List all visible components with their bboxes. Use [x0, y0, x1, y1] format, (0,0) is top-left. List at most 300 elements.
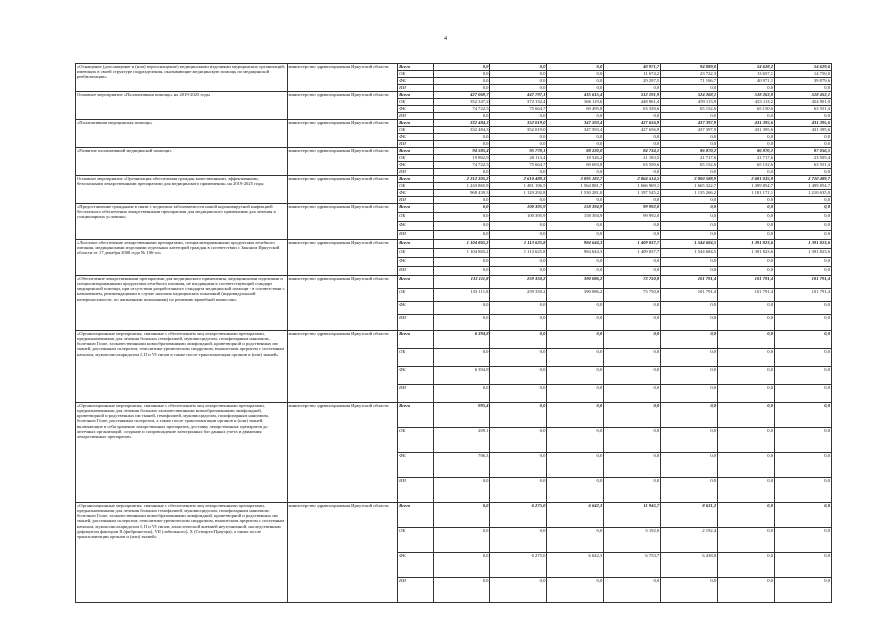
amount-cell: 0,0	[490, 78, 547, 85]
amount-cell: 11 674,2	[604, 71, 661, 78]
amount-cell: 0,0	[718, 478, 775, 503]
executor: министерство здравоохранения Иркутской области	[287, 64, 398, 92]
amount-cell: 1 665 322,7	[661, 183, 718, 190]
amount-cell: 101 791,4	[718, 276, 775, 289]
amount-cell: 63 551,4	[775, 162, 832, 169]
amount-cell: 0,0	[433, 85, 490, 92]
amount-cell: 0,0	[604, 403, 661, 428]
amount-cell: 0,0	[718, 169, 775, 176]
amount-cell: 0,0	[661, 578, 718, 603]
amount-cell: 0,0	[604, 478, 661, 503]
amount-cell: 0,0	[604, 197, 661, 204]
amount-cell: 0,0	[433, 578, 490, 603]
amount-cell: 1 544 684,5	[661, 249, 718, 258]
amount-cell: 1 409 837,7	[604, 240, 661, 249]
funding-source: ОБ	[398, 213, 433, 222]
amount-cell: 0,0	[718, 134, 775, 141]
table-row	[76, 503, 832, 528]
amount-cell: 431 395,6	[718, 120, 775, 127]
amount-cell: 1 104 865,2	[433, 240, 490, 249]
amount-cell: 99 992,0	[604, 213, 661, 222]
amount-cell: 427 069,7	[433, 92, 490, 99]
amount-cell: 0,0	[604, 428, 661, 453]
amount-cell: 0,0	[604, 385, 661, 403]
table-row	[76, 204, 832, 213]
amount-cell: 0,0	[547, 169, 604, 176]
amount-cell: 2 212 305,2	[433, 176, 490, 183]
funding-source: ИИ	[398, 267, 433, 276]
amount-cell: 0,0	[490, 169, 547, 176]
amount-cell: 74 722,5	[433, 106, 490, 113]
amount-cell: 0,0	[547, 331, 604, 349]
amount-cell: 0,0	[547, 349, 604, 367]
amount-cell: 454 901,0	[775, 99, 832, 106]
executor: министерство здравоохранения Иркутской области	[287, 403, 398, 503]
funding-source: ИИ	[398, 231, 433, 240]
executor: министерство здравоохранения Иркутской области	[287, 204, 398, 240]
amount-cell: 0,0	[433, 222, 490, 231]
amount-cell: 968 439,3	[433, 190, 490, 197]
amount-cell: 390 086,2	[547, 276, 604, 289]
amount-cell: 0,0	[775, 134, 832, 141]
amount-cell: 352 347,2	[433, 99, 490, 106]
funding-source: ОБ	[398, 99, 433, 106]
funding-source: ИИ	[398, 113, 433, 120]
amount-cell: 0,0	[490, 64, 547, 71]
amount-cell: 437 397,9	[661, 120, 718, 127]
amount-cell: 0,0	[547, 258, 604, 267]
amount-cell: 0,0	[775, 222, 832, 231]
amount-cell: 133 111,8	[433, 289, 490, 302]
amount-cell: 0,0	[490, 302, 547, 315]
amount-cell: 1 113 625,8	[490, 249, 547, 258]
amount-cell: 0,0	[433, 64, 490, 71]
amount-cell: 5 192,0	[604, 528, 661, 553]
amount-cell: 352 019,0	[490, 127, 547, 134]
amount-cell: 0,0	[718, 428, 775, 453]
funding-source: Всего	[398, 331, 433, 349]
amount-cell: 0,0	[718, 302, 775, 315]
amount-cell: 1 391 823,6	[775, 249, 832, 258]
amount-cell: 984 644,3	[547, 240, 604, 249]
amount-cell: 0,0	[433, 258, 490, 267]
amount-cell: 427 656,9	[604, 127, 661, 134]
amount-cell: 0,0	[718, 315, 775, 331]
funding-source: ОБ	[398, 127, 433, 134]
amount-cell: 435 615,4	[547, 92, 604, 99]
amount-cell: 11 945,7	[604, 503, 661, 528]
table-row	[76, 240, 832, 249]
amount-cell: 0,0	[547, 267, 604, 276]
amount-cell: 74 722,5	[433, 162, 490, 169]
amount-cell: 0,0	[661, 169, 718, 176]
amount-cell: 0,0	[490, 222, 547, 231]
amount-cell: 0,0	[547, 315, 604, 331]
amount-cell: 69 693,8	[547, 162, 604, 169]
amount-cell: 459 115,9	[661, 99, 718, 106]
amount-cell: 1 499 854,7	[775, 183, 832, 190]
amount-cell: 0,0	[661, 478, 718, 503]
amount-cell: 0,0	[661, 267, 718, 276]
amount-cell: 518 452,1	[775, 92, 832, 99]
amount-cell: 0,0	[433, 302, 490, 315]
amount-cell: 40 971,7	[604, 64, 661, 71]
executor: министерство здравоохранения Иркутской области	[287, 120, 398, 148]
amount-cell: 23 722,3	[661, 71, 718, 78]
amount-cell: 0,0	[718, 349, 775, 367]
amount-cell: 1 666 969,1	[604, 183, 661, 190]
amount-cell: 101 791,4	[775, 289, 832, 302]
amount-cell: 94 585,4	[433, 148, 490, 155]
executor: министерство здравоохранения Иркутской области	[287, 276, 398, 331]
amount-cell: 0,0	[775, 267, 832, 276]
amount-cell: 0,0	[775, 403, 832, 428]
amount-cell: 0,0	[718, 222, 775, 231]
amount-cell: 0,0	[775, 169, 832, 176]
amount-cell: 0,0	[718, 403, 775, 428]
amount-cell: 0,0	[433, 231, 490, 240]
amount-cell: 40 971,1	[718, 78, 775, 85]
amount-cell: 347 593,4	[547, 120, 604, 127]
amount-cell: 101 791,4	[661, 276, 718, 289]
executor: министерство здравоохранения Иркутской области	[287, 92, 398, 120]
amount-cell: 0,0	[604, 231, 661, 240]
amount-cell: 0,0	[433, 113, 490, 120]
amount-cell: 88 220,0	[547, 148, 604, 155]
amount-cell: 0,0	[661, 222, 718, 231]
amount-cell: 0,0	[661, 85, 718, 92]
table-row	[76, 176, 832, 183]
amount-cell: 448 861,4	[604, 99, 661, 106]
funding-source: Всего	[398, 148, 433, 155]
measure-name: Основное мероприятие «Паллиативная помощь» на 2019-2025 годы	[76, 92, 288, 120]
amount-cell: 0,0	[661, 113, 718, 120]
amount-cell: 0,0	[547, 231, 604, 240]
amount-cell: 0,0	[775, 367, 832, 385]
funding-source: ОБ	[398, 528, 433, 553]
amount-cell: 0,0	[547, 302, 604, 315]
amount-cell: 1 499 854,7	[718, 183, 775, 190]
measure-name: «Развитие паллиативной медицинской помощи»	[76, 148, 288, 176]
funding-source: ОБ	[398, 349, 433, 367]
amount-cell: 20 113,4	[490, 155, 547, 162]
amount-cell: 0,0	[433, 503, 490, 528]
amount-cell: 0,0	[547, 367, 604, 385]
amount-cell: 14 750,0	[775, 71, 832, 78]
amount-cell: 0,0	[775, 349, 832, 367]
amount-cell: 65 152,6	[661, 162, 718, 169]
funding-source: ФБ	[398, 302, 433, 315]
amount-cell: 0,0	[775, 503, 832, 528]
amount-cell: 0,0	[775, 528, 832, 553]
amount-cell: 347 593,4	[547, 127, 604, 134]
amount-cell: 0,0	[547, 78, 604, 85]
amount-cell: 0,0	[661, 453, 718, 478]
amount-cell: 0,0	[547, 528, 604, 553]
measure-name: «Паллиативная медицинская помощь»	[76, 120, 288, 148]
funding-source: ИИ	[398, 85, 433, 92]
amount-cell: 0,0	[490, 113, 547, 120]
amount-cell: 0,0	[604, 302, 661, 315]
amount-cell: 0,0	[547, 428, 604, 453]
amount-cell: 0,0	[433, 141, 490, 148]
amount-cell: 6 275,0	[490, 553, 547, 578]
amount-cell: 0,0	[775, 453, 832, 478]
amount-cell: 65 152,6	[718, 162, 775, 169]
executor: министерство здравоохранения Иркутской области	[287, 503, 398, 603]
amount-cell: 0,0	[604, 141, 661, 148]
amount-cell: 65 152,6	[661, 106, 718, 113]
executor: министерство здравоохранения Иркутской области	[287, 331, 398, 403]
amount-cell: 0,0	[775, 141, 832, 148]
amount-cell: 366 119,6	[547, 99, 604, 106]
amount-cell: 0,0	[604, 349, 661, 367]
table-row	[76, 92, 832, 99]
amount-cell: 158 394,9	[547, 204, 604, 213]
amount-cell: 6 394,8	[433, 331, 490, 349]
amount-cell: 2 864 514,5	[604, 176, 661, 183]
funding-source: ФБ	[398, 134, 433, 141]
executor: министерство здравоохранения Иркутской области	[287, 176, 398, 204]
budget-table-body	[76, 64, 832, 603]
funding-source: Всего	[398, 240, 433, 249]
amount-cell: 0,0	[775, 478, 832, 503]
amount-cell: 19 862,9	[433, 155, 490, 162]
amount-cell: 6 275,0	[490, 503, 547, 528]
amount-cell: 0,0	[775, 113, 832, 120]
amount-cell: 0,0	[718, 553, 775, 578]
amount-cell: 0,0	[433, 315, 490, 331]
amount-cell: 0,0	[661, 403, 718, 428]
amount-cell: 0,0	[433, 134, 490, 141]
amount-cell: 372 132,4	[490, 99, 547, 106]
amount-cell: 21 717,6	[718, 155, 775, 162]
amount-cell: 0,0	[775, 204, 832, 213]
amount-cell: 0,0	[775, 315, 832, 331]
funding-source: ИИ	[398, 197, 433, 204]
funding-source: ОБ	[398, 155, 433, 162]
amount-cell: 73 750,8	[604, 289, 661, 302]
amount-cell: 0,0	[718, 213, 775, 222]
measure-name: «Обеспечение лекарственными препаратами для медицинского применения, медицинскими изделиями и специализированными продуктами лечебного питания, не входящими в соответствующий стандарт медицинской помощи, при отсутствии разработанного стандарта медицинской помощи - в соответствии с назначением, рекомендациями в случае наличия медицинских показаний (индивидуальной непереносимости, по жизненным показаниям) по решению врачебной комиссии»	[76, 276, 288, 331]
table-row	[76, 64, 832, 71]
amount-cell: 0,0	[775, 85, 832, 92]
funding-source: ОБ	[398, 183, 433, 190]
amount-cell: 6 642,3	[547, 553, 604, 578]
amount-cell: 0,0	[490, 134, 547, 141]
amount-cell: 0,0	[547, 197, 604, 204]
amount-cell: 0,0	[718, 528, 775, 553]
funding-source: ИИ	[398, 169, 433, 176]
amount-cell: 1 564 881,7	[547, 183, 604, 190]
amount-cell: 13 657,1	[718, 71, 775, 78]
page-number: 4	[444, 36, 447, 42]
budget-table	[75, 63, 832, 603]
amount-cell: 6 438,8	[661, 553, 718, 578]
amount-cell: 2 710 489,7	[775, 176, 832, 183]
amount-cell: 63 330,6	[604, 106, 661, 113]
amount-cell: 86 870,2	[718, 148, 775, 155]
amount-cell: 518 263,8	[718, 92, 775, 99]
amount-cell: 0,0	[433, 71, 490, 78]
amount-cell: 0,0	[604, 222, 661, 231]
amount-cell: 73 750,8	[604, 276, 661, 289]
amount-cell: 0,0	[775, 428, 832, 453]
amount-cell: 0,0	[433, 78, 490, 85]
measure-name: «Льготное обеспечение лекарственными препаратами, специализированными продуктами лечебного питания, медицинскими изделиями отдельных категорий граждан в соответствии с Законом Иркутской области от 17 декабря 2008 года № 106-оз»	[76, 240, 288, 276]
amount-cell: 158 394,9	[547, 213, 604, 222]
amount-cell: 0,0	[433, 213, 490, 222]
amount-cell: 0,0	[775, 213, 832, 222]
amount-cell: 63 550,6	[604, 162, 661, 169]
amount-cell: 0,0	[490, 315, 547, 331]
table-row	[76, 148, 832, 155]
amount-cell: 0,0	[718, 113, 775, 120]
amount-cell: 431 395,6	[775, 127, 832, 134]
funding-source: ФБ	[398, 162, 433, 169]
table-row	[76, 276, 832, 289]
amount-cell: 1 391 823,6	[718, 249, 775, 258]
funding-source: Всего	[398, 92, 433, 99]
amount-cell: 95 778,1	[490, 148, 547, 155]
amount-cell: 0,0	[661, 197, 718, 204]
amount-cell: 54 629,6	[775, 64, 832, 71]
amount-cell: 0,0	[547, 141, 604, 148]
amount-cell: 1 530 281,0	[547, 190, 604, 197]
funding-source: ФБ	[398, 367, 433, 385]
amount-cell: 75 664,7	[490, 162, 547, 169]
funding-source: ФБ	[398, 453, 433, 478]
amount-cell: 259 350,2	[490, 289, 547, 302]
amount-cell: 0,0	[718, 453, 775, 478]
funding-source: ИИ	[398, 315, 433, 331]
table-row	[76, 331, 832, 349]
amount-cell: 0,0	[604, 134, 661, 141]
amount-cell: 0,0	[775, 258, 832, 267]
amount-cell: 390 086,2	[547, 289, 604, 302]
funding-source: ФБ	[398, 258, 433, 267]
amount-cell: 984 644,3	[547, 249, 604, 258]
amount-cell: 23 505,4	[775, 155, 832, 162]
amount-cell: 1 544 684,5	[661, 240, 718, 249]
amount-cell: 524 268,1	[661, 92, 718, 99]
amount-cell: 0,0	[661, 302, 718, 315]
amount-cell: 0,0	[547, 71, 604, 78]
funding-source: ФБ	[398, 190, 433, 197]
amount-cell: 101 791,4	[775, 276, 832, 289]
amount-cell: 0,0	[718, 231, 775, 240]
amount-cell: 0,0	[661, 204, 718, 213]
amount-cell: 18 526,2	[547, 155, 604, 162]
amount-cell: 0,0	[547, 85, 604, 92]
amount-cell: 0,0	[547, 385, 604, 403]
amount-cell: 0,0	[661, 428, 718, 453]
amount-cell: 71 166,7	[661, 78, 718, 85]
amount-cell: 0,0	[547, 578, 604, 603]
amount-cell: 0,0	[718, 578, 775, 603]
amount-cell: 0,0	[490, 85, 547, 92]
funding-source: ФБ	[398, 78, 433, 85]
amount-cell: 94 889,0	[661, 64, 718, 71]
amount-cell: 0,0	[490, 578, 547, 603]
amount-cell: 0,0	[718, 367, 775, 385]
amount-cell: 99 992,0	[604, 204, 661, 213]
amount-cell: 2 610 489,3	[490, 176, 547, 183]
amount-cell: 21 717,6	[661, 155, 718, 162]
amount-cell: 6 642,3	[547, 503, 604, 528]
measure-name: «Организационные мероприятия, связанные с обеспечением лиц лекарственными препаратами, предназначенными для лечения больных гемофилией, муковисцидозом, гипофизарным нанизмом, болезнью Гоше, злокачественными новообразованиями лимфоидной, кроветворной и родственных им тканей, рассеянным склерозом, гемолитико-уремическим синдромом, юношеским артритом с системным началом, мукополисахаридозом I, II и VI типов в также после трансплантации органов и (или) тканей»	[76, 331, 288, 403]
funding-source: Всего	[398, 503, 433, 528]
amount-cell: 0,0	[661, 385, 718, 403]
amount-cell: 0,0	[547, 478, 604, 503]
amount-cell: 84 734,1	[604, 148, 661, 155]
amount-cell: 133 111,8	[433, 276, 490, 289]
amount-cell: 0,0	[490, 528, 547, 553]
amount-cell: 0,0	[604, 331, 661, 349]
funding-source: ФБ	[398, 222, 433, 231]
measure-name: «Предоставление гражданам в связи с подъемом заболеваемости новой коронавирусной инфекцией бесплатного обеспечения лекарственными препаратами для медицинского применения для лечения в стационарных условиях»	[76, 204, 288, 240]
amount-cell: 101 791,4	[661, 289, 718, 302]
amount-cell: 0,0	[718, 204, 775, 213]
amount-cell: 0,0	[433, 197, 490, 204]
amount-cell: 0,0	[718, 503, 775, 528]
amount-cell: 0,0	[547, 403, 604, 428]
amount-cell: 352 019,0	[490, 120, 547, 127]
measure-name: «Оснащение (дооснащение и (или) переоснащение) медицинскими изделиями медицинских организаций, имеющих в своей структуре подразделения, оказывающие медицинскую помощь по медицинской реабилитации»	[76, 64, 288, 92]
amount-cell: 1 210 635,0	[775, 190, 832, 197]
amount-cell: 0,0	[490, 478, 547, 503]
amount-cell: 0,0	[547, 113, 604, 120]
amount-cell: 0,0	[718, 267, 775, 276]
amount-cell: 431 395,6	[775, 120, 832, 127]
funding-source: ИИ	[398, 478, 433, 503]
amount-cell: 0,0	[433, 349, 490, 367]
amount-cell: 0,0	[490, 385, 547, 403]
amount-cell: 2 800 588,9	[661, 176, 718, 183]
amount-cell: 6 753,7	[604, 553, 661, 578]
amount-cell: 1 481 196,5	[490, 183, 547, 190]
amount-cell: 0,0	[547, 134, 604, 141]
amount-cell: 0,0	[775, 197, 832, 204]
funding-source: Всего	[398, 64, 433, 71]
funding-source: ИИ	[398, 578, 433, 603]
amount-cell: 0,0	[433, 385, 490, 403]
amount-cell: 1 129 292,8	[490, 190, 547, 197]
amount-cell: 2 192,4	[661, 528, 718, 553]
measure-name: «Организационные мероприятия, связанные с обеспечением лиц лекарственными препаратами, предназначенными для лечения больных злокачественными новообразованиями лимфоидной, кроветворной и родственных им тканей, гемофилией, муковисцидозом, гипофизарным нанизмом, болезнью Гоше, рассеянным склерозом, а также после трансплантации органов и (или) тканей, включающие в себя хранение лекарственных препаратов, доставку лекарственных препаратов до аптечных организаций, создание и сопровождение электронных баз данных учета и движения лекарственных препаратов»	[76, 403, 288, 503]
amount-cell: 29 297,5	[604, 78, 661, 85]
amount-cell: 512 191,9	[604, 92, 661, 99]
amount-cell: 0,0	[661, 367, 718, 385]
amount-cell: 0,0	[718, 385, 775, 403]
amount-cell: 786,3	[433, 453, 490, 478]
amount-cell: 2 681 035,8	[718, 176, 775, 183]
amount-cell: 1 391 823,6	[718, 240, 775, 249]
funding-source: Всего	[398, 403, 433, 428]
amount-cell: 0,0	[775, 385, 832, 403]
amount-cell: 0,0	[490, 267, 547, 276]
amount-cell: 0,0	[718, 331, 775, 349]
funding-source: ОБ	[398, 249, 433, 258]
measure-name: «Организационные мероприятия, связанные с обеспечением лиц лекарственными препаратами, предназначенными для лечения больных гемофилией, муковисцидозом, гипофизарным нанизмом, болезнью Гоше, злокачественными новообразованиями лимфоидной, кроветворной и родственных им тканей, рассеянным склерозом, гемолитико-уремическим синдромом, юношеским артритом с системным началом, мукополисахаридозом I, II и VI типов, апластической анемией неуточненной, наследственным дефицитом факторов II (фибриногена), VII (лабильного), X (Стюарта-Прауэра), а также после трансплантации органов и (или) тканей»	[76, 503, 288, 603]
amount-cell: 0,0	[604, 113, 661, 120]
amount-cell: 75 664,7	[490, 106, 547, 113]
amount-cell: 0,0	[775, 578, 832, 603]
amount-cell: 0,0	[490, 367, 547, 385]
amount-cell: 332 484,3	[433, 127, 490, 134]
amount-cell: 0,0	[433, 267, 490, 276]
funding-source: Всего	[398, 176, 433, 183]
